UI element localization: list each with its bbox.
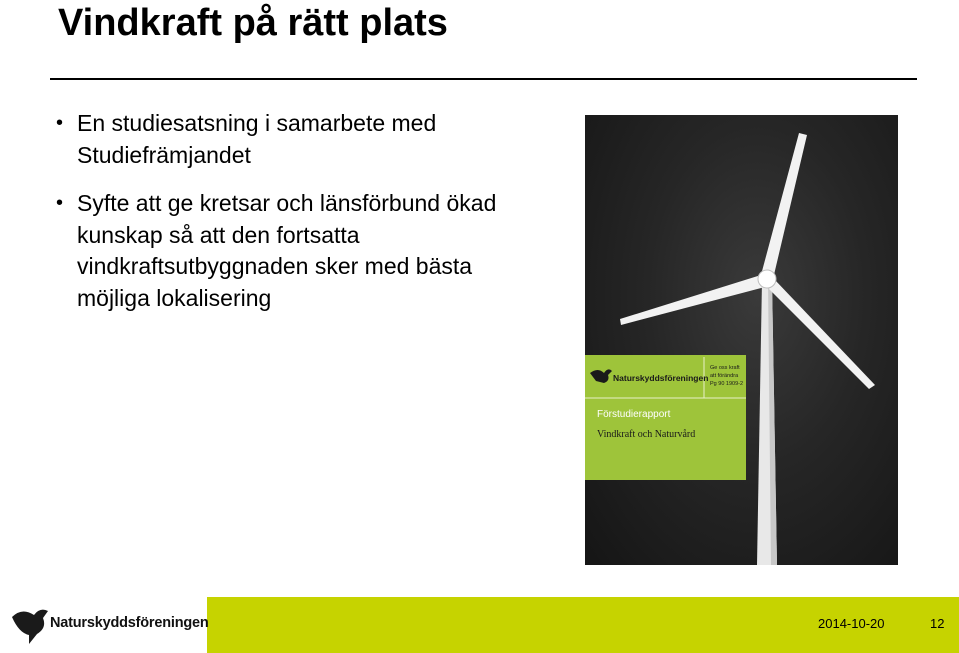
report-cover-image	[585, 115, 898, 565]
turbine-blade	[761, 133, 807, 279]
bird-logo-icon	[10, 605, 54, 645]
bullet-text: En studiesatsning i samarbete med	[77, 110, 437, 136]
bullet-text: Studiefrämjandet	[77, 141, 251, 168]
cover-logo-text: Naturskyddsföreningen	[613, 373, 709, 383]
cover-side-text: Ge oss kraft	[710, 365, 740, 371]
bullet-text: Syfte att ge kretsar och länsförbund ökad	[77, 190, 497, 216]
cover-title: Vindkraft och Naturvård	[597, 429, 696, 440]
footer-date: 2014-10-20	[818, 616, 885, 631]
footer-logo-text: Naturskyddsföreningen	[50, 615, 209, 631]
turbine-blade	[620, 275, 765, 325]
wind-turbine-illustration	[585, 115, 898, 565]
page-number: 12	[930, 616, 945, 631]
bullet-text: kunskap så att den fortsatta	[77, 221, 360, 248]
bullet-dot: •	[56, 112, 64, 134]
bullet-item	[56, 108, 566, 171]
bullet-text: vindkraftsutbyggnaden sker med bästa	[77, 253, 473, 279]
cover-side-text: Pg 90 1909-2	[710, 381, 744, 387]
bullet-list	[56, 108, 566, 331]
slide-title: Vindkraft på rätt plats	[58, 2, 448, 44]
title-divider	[50, 78, 917, 80]
turbine-blade	[769, 280, 875, 389]
cover-side-text: att förändra	[710, 373, 739, 379]
turbine-hub	[758, 270, 776, 288]
cover-subtitle: Förstudierapport	[597, 409, 671, 420]
bullet-text: möjliga lokalisering	[77, 284, 272, 311]
bullet-item	[56, 188, 566, 314]
bullet-dot: •	[56, 192, 64, 214]
